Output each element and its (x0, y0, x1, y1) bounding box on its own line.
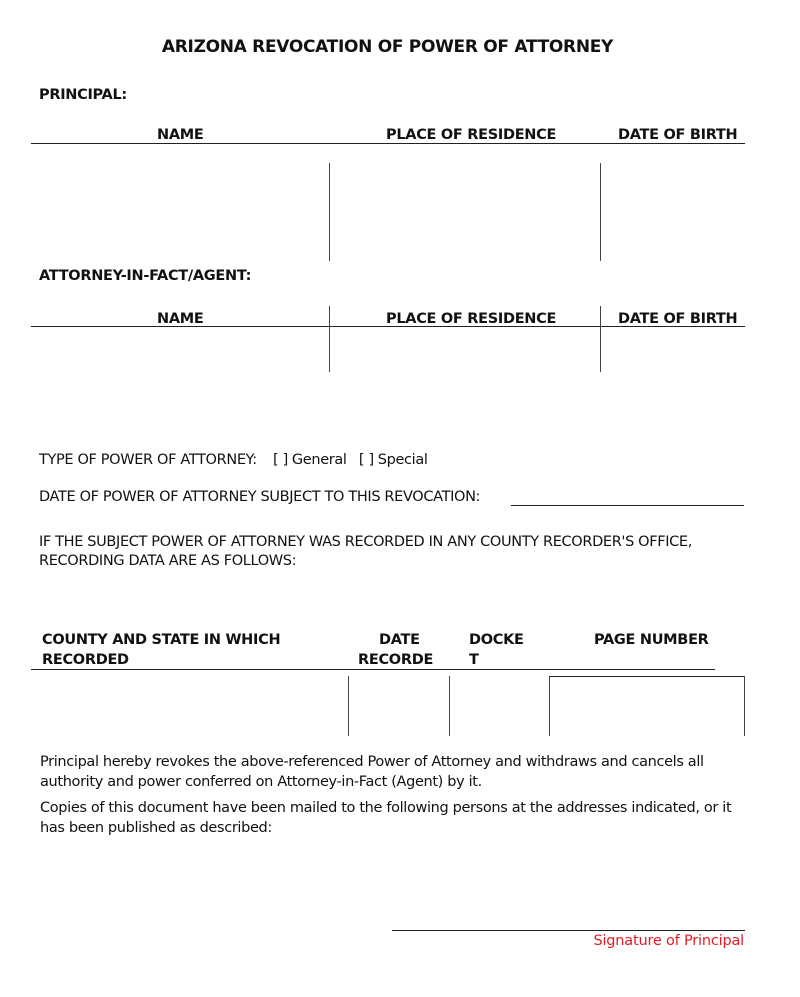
agent-dob-cell[interactable] (603, 330, 745, 372)
principal-divider-1 (329, 163, 330, 261)
rec-col-docket-line2: T (469, 652, 479, 668)
recording-header-rule (31, 669, 715, 670)
rec-date-cell[interactable] (350, 676, 447, 736)
signature-line[interactable] (392, 930, 745, 931)
general-checkbox[interactable]: [ ] (273, 452, 288, 468)
rec-page-cell[interactable] (551, 676, 743, 736)
rec-col-county-line1: COUNTY AND STATE IN WHICH (42, 632, 281, 648)
agent-divider-2 (600, 306, 601, 372)
principal-col-residence: PLACE OF RESIDENCE (386, 127, 557, 143)
revocation-paragraph: Principal hereby revokes the above-referenced Power of Attorney and withdraws and cancels all authority and power conferred on Attorney-in-Fact (Agent) by it. (40, 754, 704, 790)
agent-name-cell[interactable] (31, 330, 327, 372)
recording-divider-2 (449, 676, 450, 736)
signature-label: Signature of Principal (593, 933, 744, 949)
agent-col-residence: PLACE OF RESIDENCE (386, 311, 557, 327)
principal-divider-2 (600, 163, 601, 261)
rec-col-county-line2: RECORDED (42, 652, 129, 668)
principal-col-name: NAME (157, 127, 204, 143)
rec-county-cell[interactable] (31, 676, 346, 736)
principal-residence-cell[interactable] (332, 150, 598, 260)
recording-divider-1 (348, 676, 349, 736)
agent-divider-1 (329, 306, 330, 372)
agent-col-name: NAME (157, 311, 204, 327)
rec-docket-cell[interactable] (451, 676, 547, 736)
recording-intro-line1: IF THE SUBJECT POWER OF ATTORNEY WAS RECORDED IN ANY COUNTY RECORDER'S OFFICE, (39, 534, 692, 550)
agent-header-rule (31, 326, 745, 327)
type-row (39, 452, 428, 468)
recording-intro-line2: RECORDING DATA ARE AS FOLLOWS: (39, 553, 297, 569)
rec-col-docket-line1: DOCKE (469, 632, 524, 648)
recording-divider-4 (744, 676, 745, 736)
agent-label: ATTORNEY-IN-FACT/AGENT: (39, 268, 252, 284)
date-label: DATE OF POWER OF ATTORNEY SUBJECT TO THIS REVOCATION: (39, 489, 481, 505)
agent-residence-cell[interactable] (332, 330, 598, 372)
principal-col-dob: DATE OF BIRTH (618, 127, 738, 143)
special-checkbox[interactable]: [ ] (358, 452, 374, 468)
principal-label: PRINCIPAL: (39, 87, 127, 103)
general-label: General (291, 452, 347, 468)
agent-col-dob: DATE OF BIRTH (618, 311, 738, 327)
rec-col-date-line2: RECORDE (358, 652, 434, 668)
rec-col-date-line1: DATE (379, 632, 420, 648)
date-row (39, 489, 480, 505)
date-input-line[interactable] (511, 505, 744, 506)
principal-header-rule (31, 143, 745, 144)
copies-paragraph: Copies of this document have been mailed to the following persons at the addresses indicated, or it has been published as described: (40, 800, 732, 836)
special-label: Special (377, 452, 428, 468)
document-title: ARIZONA REVOCATION OF POWER OF ATTORNEY (161, 37, 614, 57)
principal-name-cell[interactable] (31, 150, 327, 260)
recording-divider-3 (549, 676, 550, 736)
type-label: TYPE OF POWER OF ATTORNEY: (39, 452, 257, 468)
rec-col-page-line1: PAGE NUMBER (594, 632, 709, 648)
principal-dob-cell[interactable] (603, 150, 745, 260)
